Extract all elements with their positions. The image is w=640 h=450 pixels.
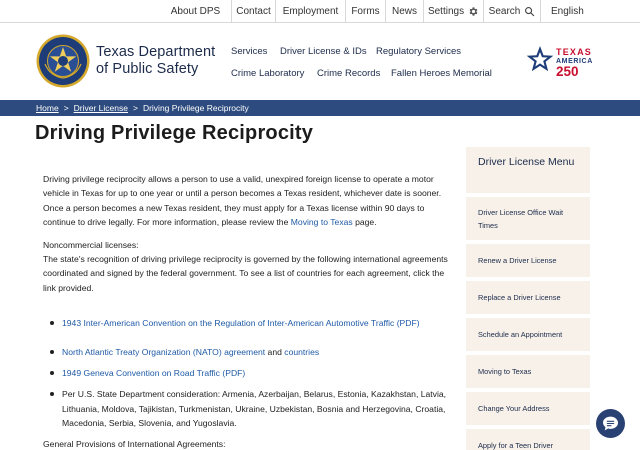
page-title: Driving Privilege Reciprocity <box>35 122 314 144</box>
gear-icon[interactable] <box>468 6 479 17</box>
utility-language[interactable] <box>540 0 640 23</box>
breadcrumb-home[interactable]: Home <box>36 103 59 113</box>
nav-crime-records[interactable]: Crime Records <box>317 68 381 79</box>
sidebar-item-teen-driver[interactable]: Apply for a Teen Driver <box>466 429 590 450</box>
logo-text-america: AMERICA <box>556 58 593 65</box>
list-item <box>43 316 453 330</box>
intro-paragraph <box>43 172 453 230</box>
nato-countries-link[interactable]: countries <box>284 346 320 357</box>
nav-driver-license[interactable]: Driver License & IDs <box>280 46 367 57</box>
state-department-text: Per U.S. State Department consideration: Armenia, Azerbaijan, Belarus, Estonia, Kazakhstan, Latvia, Lithuania, Moldova, Tajikistan, Turkmenistan, Ukraine, Uzbekistan, Bosnia and Herzegovina, Croatia, Macedonia, Serbia, Slovenia, and Yugoslavia. <box>62 389 447 429</box>
intro-text: Driving privilege reciprocity allows a person to use a valid, unexpired foreign license to operate a motor vehicle in Texas for up to one year or until a person becomes a Texas resident, whichever date is sooner. Once a person becomes a new Texas resident, they must apply for a Texas license within 90 days to continue to drive legally. For more information, please review the <box>43 174 442 228</box>
news-link[interactable]: News <box>392 6 418 17</box>
nato-agreement-link[interactable]: North Atlantic Treaty Organization (NATO) agreement <box>62 346 266 357</box>
chat-icon <box>602 416 619 431</box>
logo-text-texas: TEXAS <box>556 47 593 57</box>
logo-text-250: 250 <box>556 64 579 78</box>
nav-crime-laboratory[interactable]: Crime Laboratory <box>231 68 305 79</box>
settings-link[interactable]: Settings <box>427 6 465 17</box>
breadcrumb-separator: > <box>63 103 69 113</box>
employment-link[interactable]: Employment <box>282 6 339 17</box>
utility-news[interactable] <box>385 0 423 23</box>
inter-american-convention-link[interactable]: 1943 Inter-American Convention on the Regulation of Inter-American Automotive Traffic (PDF) <box>62 318 420 329</box>
sidebar-item-renew[interactable]: Renew a Driver License <box>466 244 590 277</box>
utility-search[interactable] <box>483 0 540 23</box>
main-content <box>43 172 453 450</box>
general-provisions-heading: General Provisions of International Agreements: <box>43 438 226 449</box>
nav-services[interactable]: Services <box>231 46 268 57</box>
sidebar-item-schedule-appointment[interactable]: Schedule an Appointment <box>466 318 590 351</box>
utility-about-dps[interactable] <box>160 0 231 23</box>
sidebar-item-office-wait-times[interactable]: Driver License Office Wait Times <box>466 197 590 240</box>
chat-button[interactable] <box>596 409 625 438</box>
list-item <box>43 345 453 359</box>
search-icon[interactable] <box>524 6 535 17</box>
breadcrumb-current: Driving Privilege Reciprocity <box>142 103 249 113</box>
brand-line1: Texas Department <box>96 44 216 60</box>
sidebar-item-moving-to-texas[interactable]: Moving to Texas <box>466 355 590 388</box>
geneva-convention-link[interactable]: 1949 Geneva Convention on Road Traffic (PDF) <box>62 368 246 379</box>
utility-nav <box>160 0 640 23</box>
utility-settings[interactable] <box>423 0 483 23</box>
site-header <box>0 24 640 100</box>
noncommercial-label: Noncommercial licenses: <box>43 239 139 250</box>
dps-seal-logo[interactable] <box>36 34 90 88</box>
utility-forms[interactable] <box>345 0 385 23</box>
breadcrumb <box>0 100 640 116</box>
list-item <box>43 387 453 430</box>
forms-link[interactable]: Forms <box>351 6 380 17</box>
utility-employment[interactable] <box>275 0 345 23</box>
sidebar-title: Driver License Menu <box>466 147 590 193</box>
agreements-list <box>43 316 453 430</box>
brand-line2: of Public Safety <box>96 61 199 77</box>
search-link[interactable]: Search <box>488 6 521 17</box>
language-select[interactable]: English <box>551 6 584 17</box>
intro-end-text: page. <box>355 217 377 228</box>
brand-name[interactable] <box>96 44 215 78</box>
noncommercial-text: The state's recognition of driving privilege reciprocity is governed by the following international agreements coordinated and signed by the federal government. To see a list of countries for each agreement, click the link provided. <box>43 254 448 293</box>
sidebar-item-change-address[interactable]: Change Your Address <box>466 392 590 425</box>
breadcrumb-driver-license[interactable]: Driver License <box>73 103 128 113</box>
nav-regulatory-services[interactable]: Regulatory Services <box>376 46 462 57</box>
list-item <box>43 366 453 380</box>
utility-bar <box>0 0 640 23</box>
nav-fallen-heroes[interactable]: Fallen Heroes Memorial <box>391 68 492 79</box>
contact-link[interactable]: Contact <box>236 6 271 17</box>
utility-contact[interactable] <box>231 0 275 23</box>
about-dps-link[interactable]: About DPS <box>170 6 221 17</box>
texas-america-250-logo[interactable] <box>524 44 608 78</box>
breadcrumb-separator: > <box>132 103 138 113</box>
sidebar-item-replace[interactable]: Replace a Driver License <box>466 281 590 314</box>
driver-license-menu <box>466 147 590 450</box>
moving-to-texas-link[interactable]: Moving to Texas <box>290 217 353 228</box>
and-text: and <box>267 346 282 357</box>
